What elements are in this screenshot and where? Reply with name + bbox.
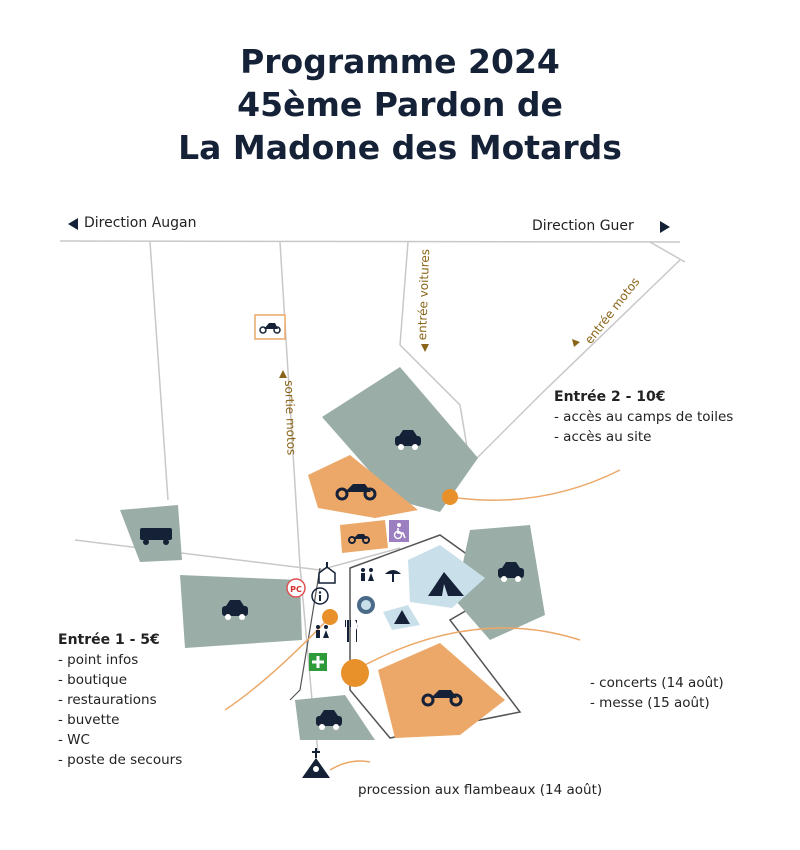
entree-voitures-arrow-icon bbox=[421, 344, 429, 352]
road-voitures-a bbox=[400, 242, 408, 345]
arrow-right-icon bbox=[660, 221, 670, 233]
entree2-connector bbox=[450, 470, 620, 500]
road-west bbox=[150, 242, 168, 500]
restaurant-icon bbox=[345, 620, 357, 642]
toilets-icon bbox=[361, 568, 374, 581]
entree2-title: Entrée 2 - 10€ bbox=[554, 389, 666, 405]
entree1-item: - point infos bbox=[58, 650, 182, 670]
road-east-stub bbox=[650, 242, 685, 262]
events-connector bbox=[352, 628, 580, 672]
events-info bbox=[590, 673, 724, 713]
church-icon bbox=[319, 562, 335, 583]
entree2-item: - accès au site bbox=[554, 427, 733, 447]
entree1-item: - poste de secours bbox=[58, 750, 182, 770]
event-item: - concerts (14 août) bbox=[590, 673, 724, 693]
entree1-point bbox=[322, 609, 338, 625]
motorcycle-parking-badge bbox=[255, 315, 285, 339]
stage-point bbox=[341, 659, 369, 687]
procession-label: procession aux flambeaux (14 août) bbox=[358, 782, 603, 798]
toilets-icon bbox=[316, 625, 329, 638]
entree-voitures-label: entrée voitures bbox=[415, 248, 433, 341]
sortie-motos-label: sortie motos bbox=[282, 380, 299, 456]
entree1-info bbox=[58, 630, 182, 770]
sortie-motos-arrow-icon bbox=[279, 370, 287, 378]
entree1-item: - boutique bbox=[58, 670, 182, 690]
entree1-item: - WC bbox=[58, 730, 182, 750]
info-icon bbox=[312, 588, 328, 604]
shower-icon bbox=[385, 570, 401, 582]
entree-motos-label: entrée motos bbox=[582, 274, 643, 347]
entree2-point bbox=[442, 489, 458, 505]
direction-left-label: Direction Augan bbox=[84, 215, 197, 231]
entree-motos-arrow-icon bbox=[572, 339, 580, 347]
wheelchair-icon bbox=[389, 520, 409, 542]
direction-right-label: Direction Guer bbox=[532, 218, 634, 234]
first-aid-icon bbox=[309, 653, 327, 671]
entree1-item: - buvette bbox=[58, 710, 182, 730]
title-line-3: La Madone des Motards bbox=[178, 128, 622, 167]
procession-connector bbox=[330, 761, 370, 770]
entree2-item: - accès au camps de toiles bbox=[554, 407, 733, 427]
event-item: - messe (15 août) bbox=[590, 693, 724, 713]
title-line-1: Programme 2024 bbox=[240, 42, 560, 81]
arrow-left-icon bbox=[68, 218, 78, 230]
entree2-info bbox=[554, 387, 733, 447]
road-main bbox=[60, 241, 680, 242]
entree1-item: - restaurations bbox=[58, 690, 182, 710]
chapel-icon bbox=[302, 748, 330, 778]
pc-label: PC bbox=[290, 585, 302, 594]
entree1-title: Entrée 1 - 5€ bbox=[58, 632, 160, 648]
title-line-2: 45ème Pardon de bbox=[237, 85, 563, 124]
globe-icon bbox=[357, 596, 375, 614]
